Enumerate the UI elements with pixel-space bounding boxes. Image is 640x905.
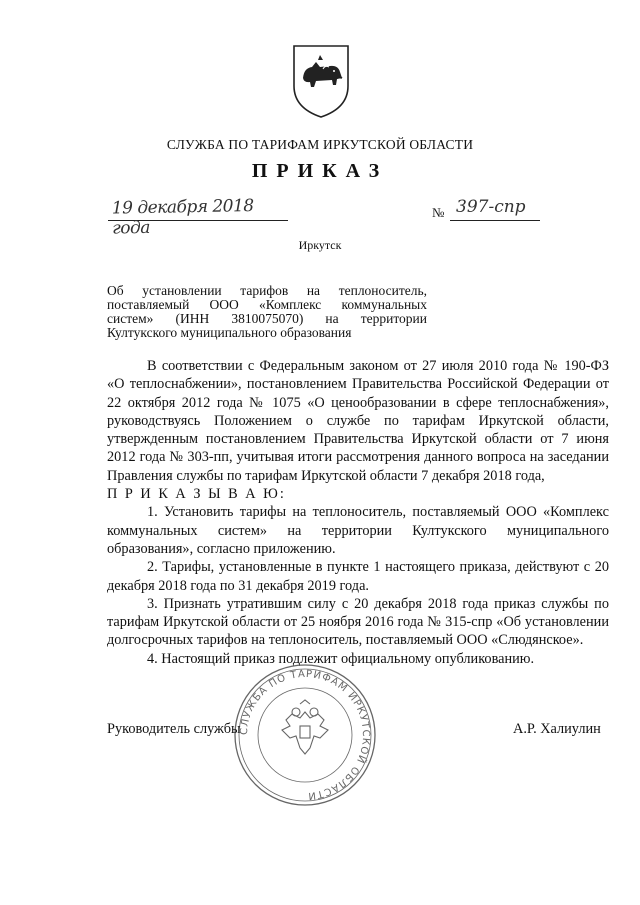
subject-line: Об установлении тарифов на теплоноситель, [107,283,427,298]
handwritten-number [450,199,540,225]
organization-title: СЛУЖБА ПО ТАРИФАМ ИРКУТСКОЙ ОБЛАСТИ [166,137,474,152]
subject-line: систем» (ИНН 3810075070) на территории [107,311,427,326]
order-item: 4. Настоящий приказ подлежит официальному опубликованию. [147,650,535,667]
handwritten-date-text: 19 декабря 2018 года [111,196,254,239]
order-body [107,357,609,668]
preamble-paragraph: В соответствии с Федеральным законом от 27 июля 2010 года № 190-ФЗ «О теплоснабжении», постановлением Правительства Российской Федерации от 22 октября 2012 года № 1075 «О ценообразовании в сфере теплоснабжения», руководствуясь Положением о службе по тарифам Иркутской области, утвержденным постановлением Правительства Иркутской области от 7 июня 2012 года № 303-пп, учитывая итоги рассмотрения данного вопроса на заседании Правления службы по тарифам Иркутской области 7 декабря 2018 года, [107,358,609,484]
official-seal-stamp [230,660,380,810]
subject-line: поставляемый ООО «Комплекс коммунальных [107,297,427,312]
signature-position: Руководитель службы [107,721,241,737]
order-item: 1. Установить тарифы на теплоноситель, поставляемый ООО «Комплекс коммунальных систем» на территории Култукского муниципального образования», согласно приложению. [107,504,609,557]
svg-text:СЛУЖБА ПО ТАРИФАМ ИРКУТСКОЙ ОБ [239,669,371,801]
coat-of-arms-icon [290,42,352,120]
handwritten-number-text: 397-спр [456,197,526,217]
order-item: 3. Признать утратившим силу с 20 декабря 2018 года приказ службы по тарифам Иркутской области от 25 ноября 2016 года № 315-спр «Об установлении долгосрочных тарифов на теплоноситель, поставляемый ООО «Слюдянское». [107,595,609,649]
number-sign: № [432,205,445,220]
signature-name: А.Р. Халиулин [513,721,601,737]
order-item: 2. Тарифы, установленные в пункте 1 настоящего приказа, действуют с 20 декабря 2018 года по 31 декабря 2019 года. [107,559,609,594]
order-subject [107,284,427,340]
subject-line: Култукского муниципального образования [107,325,352,340]
stamp-text: СЛУЖБА ПО ТАРИФАМ ИРКУТСКОЙ ОБЛАСТИ [238,668,372,802]
order-word: П Р И К А З Ы В А Ю: [107,486,286,503]
city-name: Иркутск [298,238,342,252]
document-type-title: ПРИКАЗ [251,160,389,182]
handwritten-date [108,196,288,239]
